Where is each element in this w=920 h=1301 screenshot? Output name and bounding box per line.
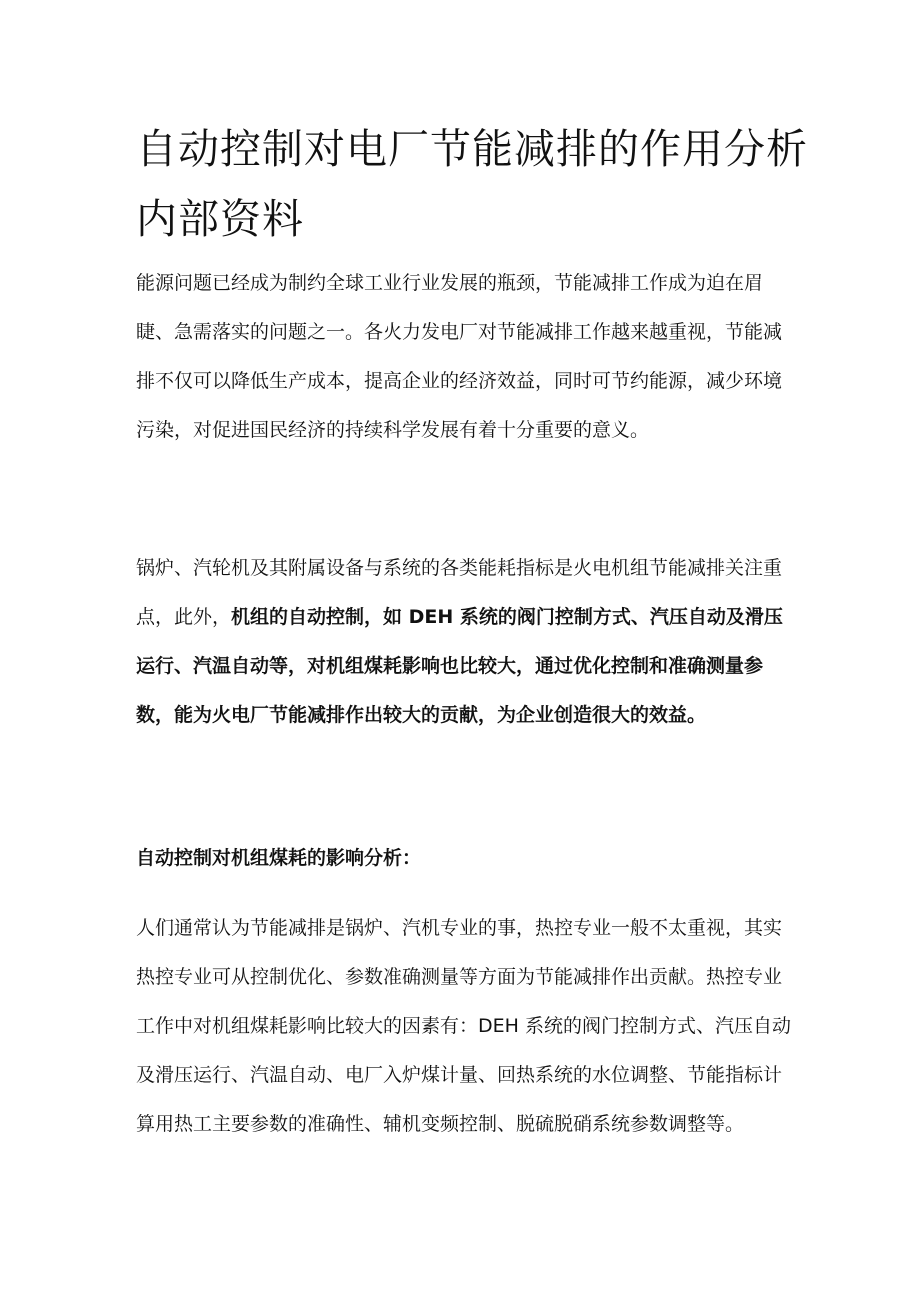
document-title: 自动控制对电厂节能减排的作用分析内部资料 (136, 125, 808, 243)
boiler-paragraph-text: 锅炉、汽轮机及其附属设备与系统的各类能耗指标是火电机组节能减排关注重点，此外， (136, 557, 783, 628)
boiler-paragraph (136, 544, 796, 740)
section-heading: 自动控制对机组煤耗的影响分析： (136, 847, 422, 869)
analysis-paragraph: 人们通常认为节能减排是锅炉、汽机专业的事，热控专业一般不太重视，其实热控专业可从控制优化、参数准确测量等方面为节能减排作出贡献。热控专业工作中对机组煤耗影响比较大的因素有：DEH 系统的阀门控制方式、汽压自动及滑压运行、汽温自动、电厂入炉煤计量、回热系统的水位调整、节能指标计算用热工主要参数的准确性、辅机变频控制、脱硫脱硝系统参数调整等。 (136, 917, 791, 1135)
boiler-paragraph-bold-text: 机组的自动控制，如 DEH 系统的阀门控制方式、汽压自动及滑压运行、汽温自动等，对机组煤耗影响也比较大，通过优化控制和准确测量参数，能为火电厂节能减排作出较大的贡献，为企业创造很大的效益。 (136, 606, 783, 726)
intro-paragraph: 能源问题已经成为制约全球工业行业发展的瓶颈，节能减排工作成为迫在眉睫、急需落实的问题之一。各火力发电厂对节能减排工作越来越重视，节能减排不仅可以降低生产成本，提高企业的经济效益，同时可节约能源，减少环境污染，对促进国民经济的持续科学发展有着十分重要的意义。 (136, 272, 783, 441)
